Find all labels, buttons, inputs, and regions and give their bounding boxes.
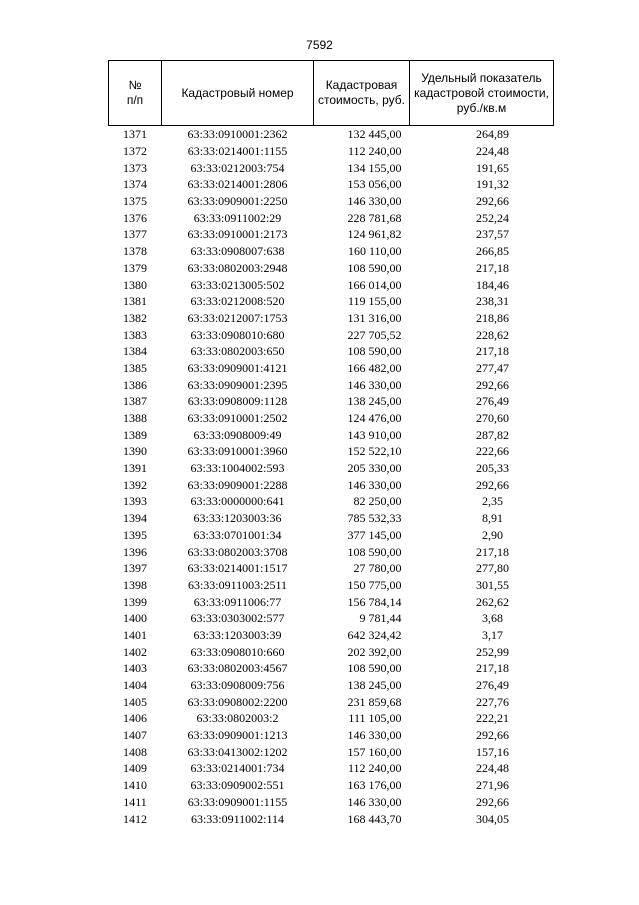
specific-index-cell: 222,21 [476, 711, 509, 726]
row-number-cell: 1410 [123, 778, 147, 793]
cadastral-number-cell: 63:33:0911006:77 [193, 594, 282, 609]
table-row [109, 193, 554, 210]
cadastral-value-cell: 153 056,00 [347, 177, 402, 192]
specific-index-cell: 252,24 [476, 210, 509, 225]
cadastral-value-cell: 228 781,68 [347, 210, 402, 225]
row-number-cell: 1400 [123, 611, 147, 626]
specific-index-cell: 262,62 [476, 594, 509, 609]
specific-index-cell: 271,96 [476, 778, 509, 793]
row-number-cell: 1393 [123, 494, 147, 509]
cadastral-number-cell: 63:33:0908010:660 [190, 644, 285, 659]
cadastral-number-cell: 63:33:0802003:4567 [187, 661, 288, 676]
cadastral-number-cell: 63:33:0908009:756 [190, 678, 285, 693]
table-row [109, 610, 554, 627]
cadastral-value-cell: 156 784,14 [347, 594, 402, 609]
specific-index-cell: 276,49 [476, 678, 509, 693]
cadastral-value-cell: 108 590,00 [347, 344, 402, 359]
row-number-cell: 1379 [123, 260, 147, 275]
cadastral-number-cell: 63:33:0802003:2948 [187, 260, 288, 275]
table-row [109, 693, 554, 710]
row-number-cell: 1403 [123, 661, 147, 676]
table-row [109, 677, 554, 694]
table-row [109, 393, 554, 410]
table-row [109, 443, 554, 460]
cadastral-value-cell: 124 476,00 [347, 411, 402, 426]
cadastral-value-cell: 131 316,00 [347, 310, 402, 325]
specific-index-cell: 252,99 [476, 644, 509, 659]
cadastral-number-cell: 63:33:0214001:1155 [187, 144, 288, 159]
cadastral-value-cell: 163 176,00 [347, 778, 402, 793]
cadastral-number-cell: 63:33:0908009:1128 [187, 394, 288, 409]
row-number-cell: 1382 [123, 310, 147, 325]
row-number-cell: 1407 [123, 728, 147, 743]
table-row [109, 326, 554, 343]
cadastral-value-cell: 146 330,00 [347, 728, 402, 743]
specific-index-cell: 237,57 [476, 227, 509, 242]
cadastral-value-cell: 132 445,00 [347, 127, 402, 142]
cadastral-number-cell: 63:33:0909001:1155 [187, 794, 288, 809]
header-number-abbrev: п/п [126, 93, 144, 107]
cadastral-value-cell: 150 775,00 [347, 577, 402, 592]
cadastral-number-cell: 63:33:0911002:114 [190, 811, 285, 826]
row-number-cell: 1405 [123, 694, 147, 709]
cadastral-value-cell: 377 145,00 [347, 527, 402, 542]
cadastral-value-cell: 138 245,00 [347, 678, 402, 693]
table-row [109, 310, 554, 327]
table-row [109, 493, 554, 510]
cadastral-number-cell: 63:33:0802003:3708 [187, 544, 288, 559]
cadastral-value-cell: 111 105,00 [348, 711, 402, 726]
specific-index-cell: 217,18 [476, 344, 509, 359]
table-row [109, 143, 554, 160]
row-number-cell: 1397 [123, 561, 147, 576]
row-number-cell: 1389 [123, 427, 147, 442]
row-number-cell: 1408 [123, 744, 147, 759]
row-number-cell: 1396 [123, 544, 147, 559]
table-row [109, 643, 554, 660]
specific-index-cell: 157,16 [476, 744, 509, 759]
cadastral-value-cell: 124 961,82 [347, 227, 402, 242]
cadastral-number-cell: 63:33:0910001:2502 [187, 411, 288, 426]
cadastral-value-cell: 112 240,00 [347, 761, 402, 776]
table-row [109, 627, 554, 644]
table-row [109, 360, 554, 377]
cadastral-number-cell: 63:33:0910001:2362 [187, 127, 288, 142]
cadastral-number-cell: 63:33:0701001:34 [193, 527, 282, 542]
specific-index-cell: 264,89 [476, 127, 509, 142]
cadastral-value-cell: 134 155,00 [347, 160, 402, 175]
row-number-cell: 1398 [123, 577, 147, 592]
table-row [109, 293, 554, 310]
specific-index-cell: 224,48 [476, 144, 509, 159]
cadastral-value-cell: 227 705,52 [347, 327, 402, 342]
row-number-cell: 1376 [123, 210, 147, 225]
row-number-cell: 1373 [123, 160, 147, 175]
specific-index-cell: 277,47 [476, 360, 509, 375]
row-number-cell: 1375 [123, 194, 147, 209]
table-row [109, 543, 554, 560]
row-number-cell: 1391 [123, 461, 147, 476]
table-row [109, 710, 554, 727]
table-row [109, 460, 554, 477]
header-number-sign: № [128, 78, 142, 92]
specific-index-cell: 222,66 [476, 444, 509, 459]
cadastral-number-cell: 63:33:0911003:2511 [187, 577, 288, 592]
table-row [109, 426, 554, 443]
table-row [109, 343, 554, 360]
cadastral-value-cell: 146 330,00 [347, 377, 402, 392]
specific-index-cell: 276,49 [476, 394, 509, 409]
cadastral-value-cell: 168 443,70 [347, 811, 402, 826]
specific-index-cell: 8,91 [482, 511, 503, 526]
cadastral-value-cell: 9 781,44 [359, 611, 402, 626]
cadastral-value-table [108, 60, 554, 827]
header-row-number [109, 61, 162, 126]
table-row [109, 777, 554, 794]
cadastral-number-cell: 63:33:0909002:551 [190, 778, 285, 793]
row-number-cell: 1402 [123, 644, 147, 659]
row-number-cell: 1395 [123, 527, 147, 542]
cadastral-number-cell: 63:33:0214001:1517 [187, 561, 288, 576]
cadastral-number-cell: 63:33:0413002:1202 [187, 744, 288, 759]
cadastral-value-cell: 152 522,10 [347, 444, 402, 459]
header-row [109, 61, 554, 126]
row-number-cell: 1409 [123, 761, 147, 776]
cadastral-number-cell: 63:33:0000000:641 [190, 494, 285, 509]
row-number-cell: 1392 [123, 477, 147, 492]
specific-index-cell: 224,48 [476, 761, 509, 776]
specific-index-cell: 191,65 [476, 160, 509, 175]
cadastral-value-cell: 143 910,00 [347, 427, 402, 442]
cadastral-number-cell: 63:33:0908009:49 [193, 427, 282, 442]
table-row [109, 226, 554, 243]
cadastral-number-cell: 63:33:0212003:754 [190, 160, 285, 175]
cadastral-value-cell: 27 780,00 [353, 561, 402, 576]
cadastral-number-cell: 63:33:0802003:2 [196, 711, 279, 726]
cadastral-value-cell: 82 250,00 [353, 494, 402, 509]
specific-index-cell: 292,66 [476, 728, 509, 743]
specific-index-cell: 238,31 [476, 294, 509, 309]
specific-index-cell: 2,90 [482, 527, 503, 542]
cadastral-number-cell: 63:33:0212007:1753 [187, 310, 288, 325]
table-row [109, 560, 554, 577]
specific-index-cell: 3,17 [482, 627, 503, 642]
cadastral-number-cell: 63:33:0909001:2250 [187, 194, 288, 209]
specific-index-cell: 205,33 [476, 461, 509, 476]
cadastral-number-cell: 63:33:1203003:39 [193, 627, 282, 642]
row-number-cell: 1411 [123, 794, 147, 809]
row-number-cell: 1386 [123, 377, 147, 392]
cadastral-value-cell: 108 590,00 [347, 260, 402, 275]
cadastral-number-cell: 63:33:0910001:3960 [187, 444, 288, 459]
cadastral-number-cell: 63:33:1004002:593 [190, 461, 285, 476]
table-header [109, 61, 554, 126]
table-row [109, 743, 554, 760]
specific-index-cell: 292,66 [476, 377, 509, 392]
cadastral-value-cell: 642 324,42 [347, 627, 402, 642]
page-number: 7592 [306, 38, 333, 52]
cadastral-value-cell: 138 245,00 [347, 394, 402, 409]
row-number-cell: 1394 [123, 511, 147, 526]
table-row [109, 527, 554, 544]
table-row [109, 243, 554, 260]
row-number-cell: 1378 [123, 244, 147, 259]
cadastral-number-cell: 63:33:0214001:2806 [187, 177, 288, 192]
cadastral-number-cell: 63:33:0212008:520 [190, 294, 285, 309]
table-row [109, 410, 554, 427]
row-number-cell: 1388 [123, 411, 147, 426]
table-row [109, 476, 554, 493]
cadastral-value-cell: 108 590,00 [347, 661, 402, 676]
row-number-cell: 1387 [123, 394, 147, 409]
cadastral-number-cell: 63:33:0909001:2395 [187, 377, 288, 392]
specific-index-cell: 217,18 [476, 260, 509, 275]
cadastral-number-cell: 63:33:0303002:577 [190, 611, 285, 626]
cadastral-value-cell: 119 155,00 [347, 294, 402, 309]
table-row [109, 660, 554, 677]
specific-index-cell: 287,82 [476, 427, 509, 442]
cadastral-value-cell: 202 392,00 [347, 644, 402, 659]
table-row [109, 276, 554, 293]
row-number-cell: 1374 [123, 177, 147, 192]
cadastral-number-cell: 63:33:0213005:502 [190, 277, 285, 292]
cadastral-value-cell: 146 330,00 [347, 794, 402, 809]
specific-index-cell: 191,32 [476, 177, 509, 192]
row-number-cell: 1384 [123, 344, 147, 359]
header-cadastral-value: Кадастровая стоимость, руб. [314, 61, 410, 126]
row-number-cell: 1380 [123, 277, 147, 292]
cadastral-value-cell: 785 532,33 [347, 511, 402, 526]
cadastral-value-cell: 108 590,00 [347, 544, 402, 559]
table-row [109, 376, 554, 393]
cadastral-number-cell: 63:33:1203003:36 [193, 511, 282, 526]
specific-index-cell: 292,66 [476, 194, 509, 209]
cadastral-number-cell: 63:33:0802003:650 [190, 344, 285, 359]
table-row [109, 126, 554, 143]
cadastral-value-cell: 157 160,00 [347, 744, 402, 759]
row-number-cell: 1377 [123, 227, 147, 242]
cadastral-number-cell: 63:33:0908010:680 [190, 327, 285, 342]
row-number-cell: 1401 [123, 627, 147, 642]
row-number-cell: 1372 [123, 144, 147, 159]
row-number-cell: 1404 [123, 678, 147, 693]
specific-index-cell: 218,86 [476, 310, 509, 325]
table-row [109, 727, 554, 744]
specific-index-cell: 227,76 [476, 694, 509, 709]
table-row [109, 810, 554, 827]
cadastral-value-cell: 146 330,00 [347, 194, 402, 209]
table-row [109, 159, 554, 176]
cadastral-value-cell: 166 482,00 [347, 360, 402, 375]
specific-index-cell: 266,85 [476, 244, 509, 259]
cadastral-number-cell: 63:33:0909001:1213 [187, 728, 288, 743]
row-number-cell: 1399 [123, 594, 147, 609]
specific-index-cell: 301,55 [476, 577, 509, 592]
specific-index-cell: 277,80 [476, 561, 509, 576]
cadastral-value-cell: 146 330,00 [347, 477, 402, 492]
specific-index-cell: 3,68 [482, 611, 503, 626]
table-row [109, 577, 554, 594]
row-number-cell: 1412 [123, 811, 147, 826]
table-row [109, 209, 554, 226]
specific-index-cell: 184,46 [476, 277, 509, 292]
specific-index-cell: 304,05 [476, 811, 509, 826]
header-specific-index: Удельный показатель кадастровой стоимости, руб./кв.м [410, 61, 554, 126]
specific-index-cell: 2,35 [482, 494, 503, 509]
cadastral-value-cell: 160 110,00 [347, 244, 402, 259]
table-row [109, 260, 554, 277]
row-number-cell: 1406 [123, 711, 147, 726]
row-number-cell: 1383 [123, 327, 147, 342]
cadastral-value-cell: 166 014,00 [347, 277, 402, 292]
table-row [109, 510, 554, 527]
table-row [109, 593, 554, 610]
row-number-cell: 1381 [123, 294, 147, 309]
table-row [109, 760, 554, 777]
table-row [109, 794, 554, 811]
header-cadastral-number: Кадастровый номер [162, 61, 314, 126]
cadastral-number-cell: 63:33:0909001:4121 [187, 360, 288, 375]
table-row [109, 176, 554, 193]
cadastral-number-cell: 63:33:0214001:734 [190, 761, 285, 776]
cadastral-value-cell: 112 240,00 [347, 144, 402, 159]
specific-index-cell: 292,66 [476, 794, 509, 809]
cadastral-number-cell: 63:33:0908002:2200 [187, 694, 288, 709]
cadastral-number-cell: 63:33:0910001:2173 [187, 227, 288, 242]
row-number-cell: 1371 [123, 127, 147, 142]
specific-index-cell: 228,62 [476, 327, 509, 342]
cadastral-number-cell: 63:33:0908007:638 [190, 244, 285, 259]
cadastral-number-cell: 63:33:0909001:2288 [187, 477, 288, 492]
row-number-cell: 1390 [123, 444, 147, 459]
table-body [109, 126, 554, 827]
cadastral-value-cell: 231 859,68 [347, 694, 402, 709]
specific-index-cell: 217,18 [476, 661, 509, 676]
cadastral-number-cell: 63:33:0911002:29 [193, 210, 282, 225]
specific-index-cell: 270,60 [476, 411, 509, 426]
specific-index-cell: 292,66 [476, 477, 509, 492]
cadastral-value-cell: 205 330,00 [347, 461, 402, 476]
specific-index-cell: 217,18 [476, 544, 509, 559]
row-number-cell: 1385 [123, 360, 147, 375]
